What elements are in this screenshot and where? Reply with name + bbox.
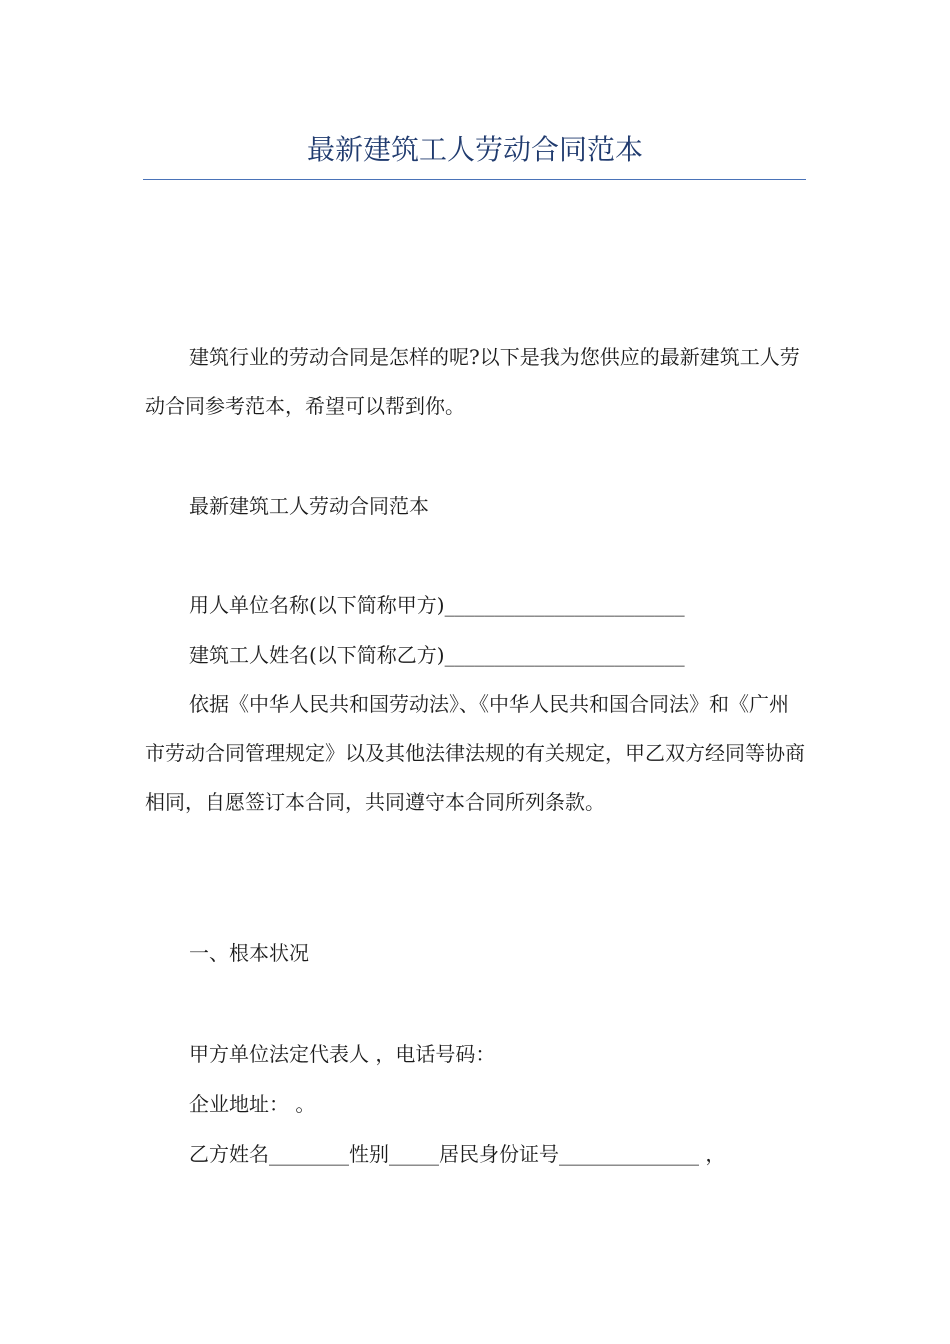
employer-name-line: 用人单位名称(以下简称甲方)________________________: [189, 593, 685, 617]
document-subtitle: 最新建筑工人劳动合同范本: [189, 494, 429, 518]
address-line: 企业地址： 。: [189, 1092, 316, 1116]
worker-name-line: 建筑工人姓名(以下简称乙方)________________________: [189, 643, 685, 667]
representative-line: 甲方单位法定代表人 ，电话号码：: [189, 1042, 496, 1066]
section-1-heading: 一、根本状况: [189, 941, 309, 965]
legal-basis-paragraph: 依据《中华人民共和国劳动法》、《中华人民共和国合同法》和《广州市劳动合同管理规定》以及其他法律法规的有关规定，甲乙双方经同等协商相同，自愿签订本合同，共同遵守本合同所列条款。: [145, 692, 805, 814]
page-title: 最新建筑工人劳动合同范本: [306, 133, 643, 166]
title-divider: [143, 179, 806, 180]
party-b-info-line: 乙方姓名________性别_____居民身份证号______________ ，: [189, 1142, 726, 1166]
intro-paragraph: 建筑行业的劳动合同是怎样的呢?以下是我为您供应的最新建筑工人劳动合同参考范本，希望可以帮到你。: [145, 345, 800, 418]
